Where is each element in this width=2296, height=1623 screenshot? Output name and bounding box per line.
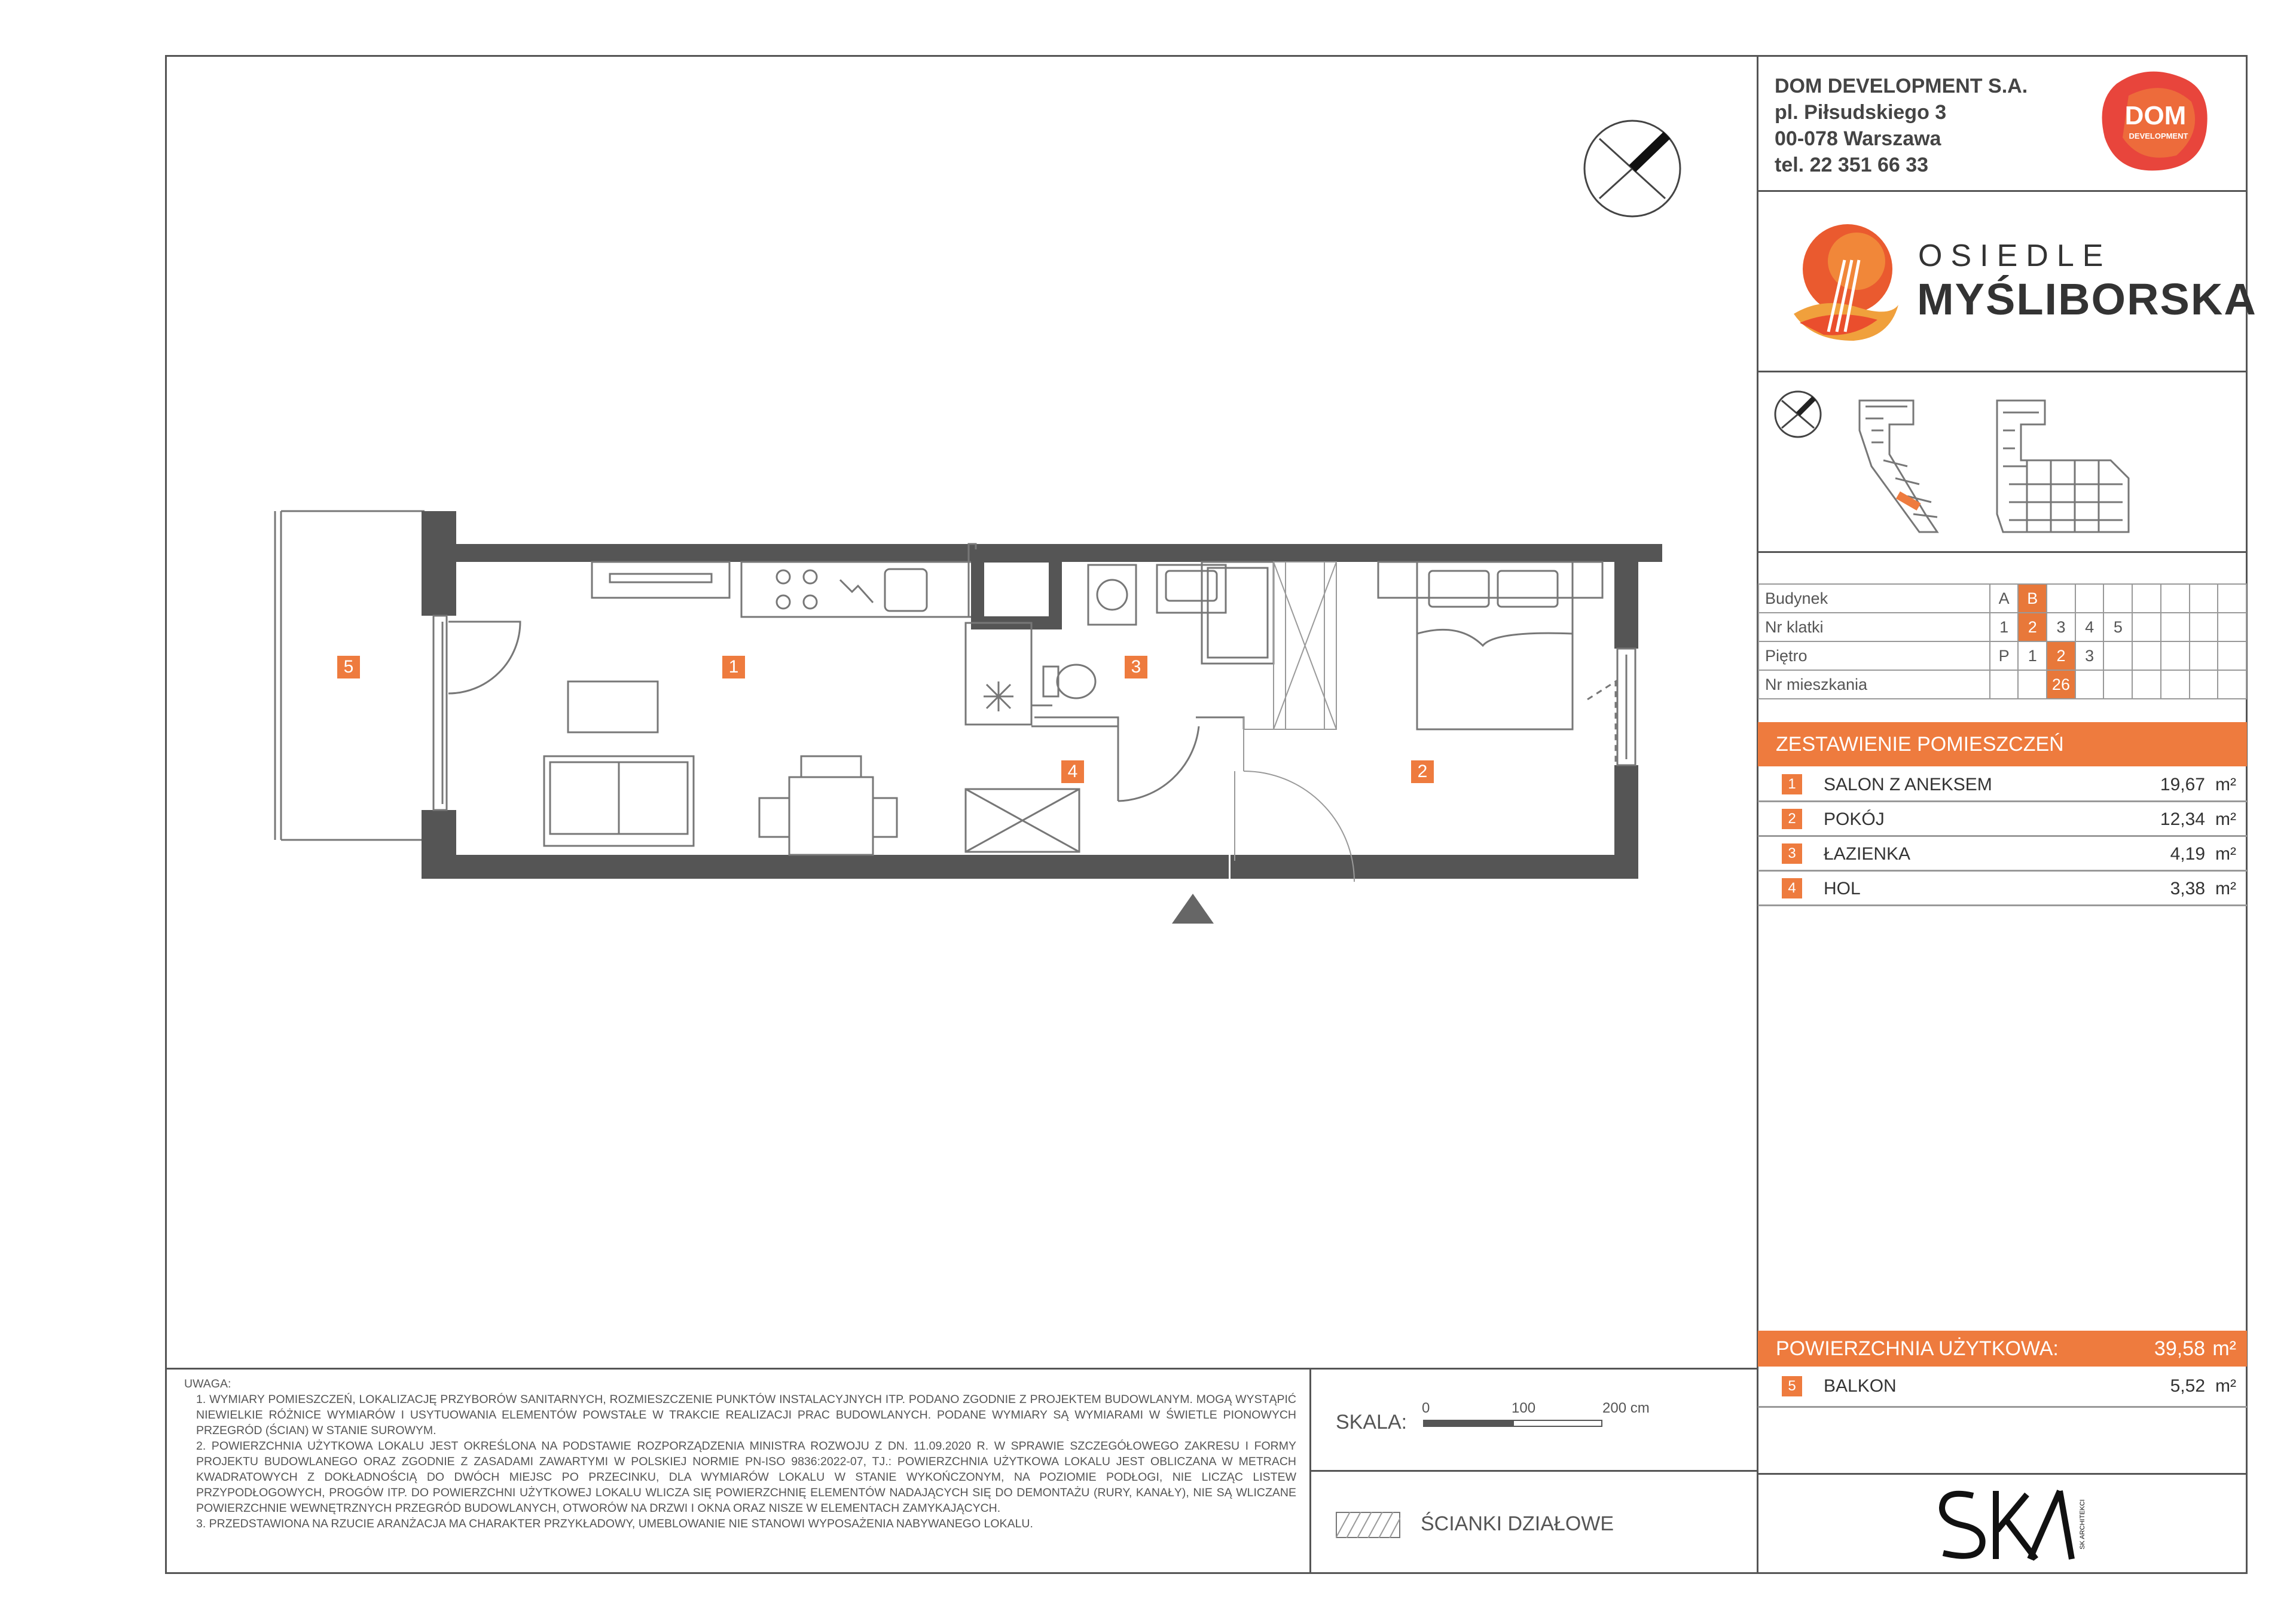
ska-side-text: SK ARCHITEKCI (2079, 1499, 2086, 1549)
location-cell (2218, 613, 2246, 641)
living-furniture (544, 681, 897, 855)
room-area-unit: m² (2215, 809, 2236, 829)
note-2: 2. POWIERZCHNIA UŻYTKOWA LOKALU JEST OKREŚLONA NA PODSTAWIE ROZPORZĄDZENIA MINISTRA ROZWOJU Z DN. 11.09.2020 R. W SPRAWIE SZCZEGÓŁOWEGO ZAKRESU I FORMY PROJEKTU BUDOWLANEGO ORAZ ZGODNIE Z ZASADAMI ZAWARTYMI W POLSKIEJ NORMIE PN-ISO 9836:2022-07, TJ.: POWIERZCHNIA UŻYTKOWA LOKALU JEST OBLICZANA W METRACH KWADRATOWYCH Z DOKŁADNOŚCIĄ DO DWÓCH MIEJSC PO PRZECINKU, DLA WYMIARÓW LOKALU W STANIE WYKOŃCZONYM, NA POZIOMIE PODŁOGI, NIE LICZĄC LISTEW PRZYPODŁOGOWYCH, PROGÓW ITP. DO POWIERZCHNI UŻYTKOWEJ LOKALU WLICZA SIĘ POWIERZCHNIĘ ELEMENTÓW NADAJĄCYCH SIĘ DO DEMONTAŻU (RURY, KANAŁY), NIE SĄ WLICZANE POWIERZCHNIE WEWNĘTRZNYCH PRZEGRÓD BUDOWLANYCH, OTWORÓW NA DRZWI I OKNA ORAZ NISZE W ELEMENTACH ZAMYKAJĄCYCH. (196, 1439, 1296, 1515)
room-area-unit: m² (2215, 844, 2236, 864)
room-area: 12,34 (2160, 809, 2205, 829)
location-cell: 2 (2018, 613, 2047, 641)
partition-wall-label: ŚCIANKI DZIAŁOWE (1421, 1512, 1614, 1535)
location-cell (2103, 641, 2132, 670)
bedroom-furniture (1378, 562, 1602, 729)
room-area-unit: m² (2215, 879, 2236, 898)
scale-tick-200: 200 cm (1602, 1400, 1650, 1416)
bottom-band-divider (165, 1368, 1758, 1370)
location-row-label: Nr mieszkania (1758, 670, 1990, 699)
location-cell: 2 (2047, 641, 2075, 670)
company-city: 00-078 Warszawa (1775, 127, 1941, 150)
bedroom-window (1587, 649, 1635, 765)
location-cell (2018, 670, 2047, 699)
location-cell (2132, 584, 2161, 613)
location-cell: 3 (2047, 613, 2075, 641)
location-cell: 3 (2075, 641, 2104, 670)
location-row-label: Nr klatki (1758, 613, 1990, 641)
plan-label-salon: 1 (722, 656, 745, 678)
room-area-unit: m² (2215, 775, 2236, 794)
service-shaft (978, 556, 1055, 623)
note-3: 3. PRZEDSTAWIONA NA RZUCIE ARANŻACJA MA CHARAKTER PRZYKŁADOWY, UMEBLOWANIE NIE STANOWI WYPOSAŻENIA NABYWANEGO LOKALU. (196, 1517, 1033, 1530)
entrance-marker-icon (1172, 894, 1214, 924)
location-cell (2132, 670, 2161, 699)
balcony-area: 5,52 (2170, 1376, 2205, 1396)
location-cell: 1 (1990, 613, 2019, 641)
location-cell (2161, 584, 2190, 613)
location-cell (2161, 613, 2190, 641)
location-cell (2190, 613, 2218, 641)
location-cell (2161, 641, 2190, 670)
project-name-bottom: MYŚLIBORSKA (1917, 274, 2257, 324)
location-cell (2218, 670, 2246, 699)
notes-block (184, 1376, 1296, 1532)
floor-plan (263, 502, 1662, 933)
plan-label-hol: 4 (1061, 760, 1084, 783)
location-cell (2132, 613, 2161, 641)
company-street: pl. Piłsudskiego 3 (1775, 101, 1947, 124)
scale-tick-100: 100 (1512, 1400, 1536, 1416)
room-list (1758, 768, 2247, 906)
note-1: 1. WYMIARY POMIESZCZEŃ, LOKALIZACJĘ PRZYBORÓW SANITARNYCH, ROZMIESZCZENIE PUNKTÓW INSTALACYJNYCH ITP. PODANO ZGODNIE Z PROJEKTEM BUDOWLANYM. MOGĄ WYSTĄPIĆ NIEWIELKIE RÓŻNICE WYMIARÓW I USYTUOWANIA ELEMENTÓW POWSTAŁE W TRAKCIE REALIZACJI PRAC BUDOWLANYCH. PODANE WYMIARY SĄ WYMIARAMI W ŚWIETLE PIONOWYCH PRZEGRÓD (ŚCIAN) W STANIE SUROWYM. (196, 1393, 1296, 1437)
scale-legend-divider (1309, 1470, 1758, 1472)
location-cell: 1 (2018, 641, 2047, 670)
compass-small-icon (1771, 387, 1825, 441)
room-number: 1 (1782, 774, 1802, 794)
location-cell (2161, 670, 2190, 699)
company-phone: tel. 22 351 66 33 (1775, 154, 1929, 176)
location-cell: A (1990, 584, 2019, 613)
hall-wardrobe (966, 789, 1079, 852)
plan-label-pokoj: 2 (1411, 760, 1434, 783)
room-row (1758, 802, 2247, 837)
room-area: 3,38 (2170, 879, 2205, 898)
location-cell (2075, 670, 2104, 699)
location-cell (2132, 641, 2161, 670)
location-row (1758, 613, 2246, 641)
room-area: 19,67 (2160, 775, 2205, 794)
scale-label: SKALA: (1336, 1411, 1407, 1434)
osiedle-logo-mark (1788, 218, 1901, 344)
location-row-label: Piętro (1758, 641, 1990, 670)
total-area-unit: m² (2212, 1337, 2236, 1360)
project-name-top: OSIEDLE (1918, 239, 2112, 273)
location-cell: B (2018, 584, 2047, 613)
total-area-label: POWIERZCHNIA UŻYTKOWA: (1776, 1337, 2059, 1360)
balcony-unit: m² (2215, 1376, 2236, 1396)
location-table (1758, 583, 2247, 699)
room-number: 3 (1782, 843, 1802, 864)
balcony-row (1758, 1368, 2247, 1408)
plan-label-lazienka: 3 (1125, 656, 1147, 678)
room-name: POKÓJ (1824, 809, 1885, 829)
location-cell (2218, 641, 2246, 670)
right-divider-1 (1757, 190, 2248, 192)
location-cell (2190, 641, 2218, 670)
room-number: 4 (1782, 878, 1802, 898)
scale-tick-0: 0 (1422, 1400, 1430, 1416)
rooms-header-text: ZESTAWIENIE POMIESZCZEŃ (1776, 733, 2064, 756)
dom-development-logo (2093, 66, 2218, 179)
location-cell (1990, 670, 2019, 699)
dom-logo-text: DOM (2124, 101, 2187, 130)
right-divider-3 (1757, 551, 2248, 553)
location-row (1758, 584, 2246, 613)
partition-wall-hatch (1336, 1512, 1400, 1538)
dom-logo-subtext: DEVELOPMENT (2129, 132, 2188, 140)
room-area: 4,19 (2170, 844, 2205, 864)
site-key-plan (1848, 395, 2135, 538)
location-cell (2103, 670, 2132, 699)
location-row-label: Budynek (1758, 584, 1990, 613)
right-divider-2 (1757, 371, 2248, 372)
location-cell (2190, 584, 2218, 613)
balcony-name: BALKON (1824, 1376, 1897, 1396)
plan-label-balkon: 5 (337, 656, 360, 678)
location-cell: P (1990, 641, 2019, 670)
room-name: HOL (1824, 879, 1861, 898)
balcony-door (433, 616, 520, 810)
balcony-num: 5 (1782, 1376, 1802, 1396)
room-row (1758, 837, 2247, 872)
location-cell (2075, 584, 2104, 613)
company-address (1775, 73, 2028, 178)
total-area-value: 39,58 (2154, 1337, 2205, 1360)
total-area-bar (1758, 1331, 2247, 1367)
rooms-header (1758, 722, 2247, 766)
room-name: ŁAZIENKA (1824, 844, 1911, 864)
location-cell: 5 (2103, 613, 2132, 641)
room-name: SALON Z ANEKSEM (1824, 775, 1992, 794)
right-divider-4 (1757, 1473, 2248, 1475)
company-name: DOM DEVELOPMENT S.A. (1775, 75, 2028, 97)
location-row (1758, 670, 2246, 699)
location-cell (2190, 670, 2218, 699)
location-cell (2047, 584, 2075, 613)
location-row (1758, 641, 2246, 670)
partition-walls (1235, 562, 1354, 882)
room-row (1758, 768, 2247, 802)
location-cell: 4 (2075, 613, 2104, 641)
location-cell (2103, 584, 2132, 613)
location-cell: 26 (2047, 670, 2075, 699)
compass-icon (1578, 115, 1686, 222)
notes-title: UWAGA: (184, 1377, 231, 1390)
scale-bar (1423, 1420, 1602, 1427)
room-number: 2 (1782, 809, 1802, 829)
room-row (1758, 872, 2247, 906)
ska-architect-logo (1931, 1483, 2099, 1566)
location-cell (2218, 584, 2246, 613)
